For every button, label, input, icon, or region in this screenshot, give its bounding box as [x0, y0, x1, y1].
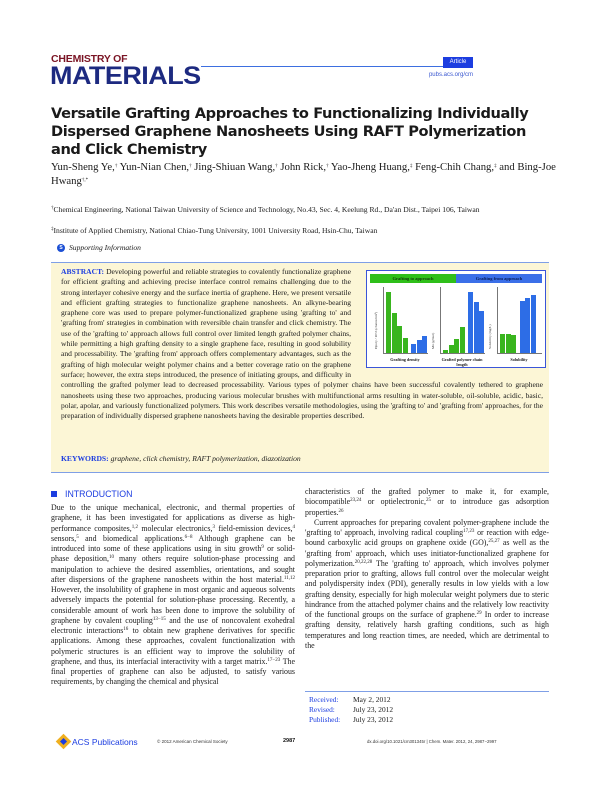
ga-bar-grafting-from [531, 295, 536, 353]
ga-bar-grafting-from [422, 336, 427, 353]
body-column-right [305, 487, 549, 651]
publication-dates [309, 695, 393, 726]
ga-bar-grafting-to [511, 335, 516, 353]
date-revised: Revised: July 23, 2012 [309, 705, 394, 715]
journal-url-link[interactable]: pubs.acs.org/cm [428, 72, 473, 78]
ga-bar-grafting-from [525, 298, 530, 353]
keywords [61, 454, 301, 463]
supporting-info-icon: S [57, 244, 65, 252]
affiliation-mark: ‡ [51, 227, 54, 232]
citation-ref[interactable]: 1,2 [131, 524, 138, 530]
citation-ref[interactable]: 3 [212, 524, 215, 530]
citation-ref[interactable]: 6−8 [184, 534, 193, 540]
article-title: Versatile Grafting Approaches to Functionalizing Individually Dispersed Graphene Nanosheets Using RAFT Polymerization and Click Chemistry [51, 105, 529, 158]
ga-bar-grafting-from [411, 344, 416, 353]
author-affiliation-mark: † [189, 164, 192, 169]
keywords-label: KEYWORDS: [61, 454, 109, 463]
section-title: INTRODUCTION [65, 489, 133, 499]
abstract-label: ABSTRACT: [61, 267, 105, 276]
author-name[interactable]: and Bing-Joe Hwang [51, 161, 556, 187]
author-affiliation-mark: ‡ [409, 164, 413, 169]
dates-rule [305, 691, 549, 692]
grafting-from-header: Grafting from approach [456, 274, 542, 283]
acs-logo-icon [56, 734, 72, 750]
affiliation-text: Chemical Engineering, National Taiwan University of Science and Technology, No.43, Sec. 4, Keelung Rd., Da'an Dist., Taipei 106, Taiwan [53, 205, 480, 214]
ga-x-axis-label: Grafted polymer chain length [441, 357, 483, 367]
publisher-name: ACS Publications [72, 736, 138, 747]
ga-bar-grafting-to [449, 345, 454, 353]
citation-ref[interactable]: 11,12 [283, 575, 295, 581]
keywords-values: graphene, click chemistry, RAFT polymerization, diazotization [110, 454, 301, 463]
graphical-abstract-header [370, 274, 542, 283]
header-rule [201, 66, 472, 67]
citation-ref[interactable]: 20,22,28 [354, 559, 373, 565]
ga-bar-grafting-to [454, 339, 459, 353]
author-affiliation-mark: † [275, 164, 278, 169]
citation-ref[interactable]: 17−23 [267, 657, 281, 663]
section-heading-introduction [51, 489, 132, 499]
ga-bar-grafting-to [403, 338, 408, 353]
author-name[interactable]: John Rick [280, 161, 324, 173]
author-name[interactable]: Yun-Sheng Ye [51, 161, 113, 173]
citation-ref[interactable]: 13−15 [152, 616, 166, 622]
ga-x-axis-label: Grafting density [390, 357, 420, 362]
citation-ref[interactable]: 10 [108, 555, 114, 561]
ga-bar-grafting-from [468, 292, 473, 353]
body-column-left [51, 503, 295, 688]
ga-bar-grafting-to [460, 327, 465, 353]
author-name[interactable]: Yao-Jheng Huang [330, 161, 408, 173]
date-published: Published: July 23, 2012 [309, 715, 394, 725]
author-name[interactable]: Jing-Shiuan Wang [194, 161, 273, 173]
ga-chart-panel [440, 287, 485, 354]
section-square-icon [51, 491, 57, 497]
ga-bar-grafting-to [506, 334, 511, 353]
ga-bar-grafting-to [392, 313, 397, 353]
author-affiliation-mark: † [326, 164, 329, 169]
ga-y-axis-label: Mn (g/mol) [431, 332, 435, 349]
citation-ref[interactable]: 29 [476, 611, 482, 616]
affiliation-1 [51, 205, 556, 216]
ga-y-axis-label: Dpoly / 10^3 (chains/nm²) [374, 311, 378, 349]
article-type-badge: Article [443, 57, 473, 68]
ga-x-axis-label: Solubility [510, 357, 528, 362]
citation-ref[interactable]: 16 [123, 627, 129, 632]
supporting-information-link[interactable] [57, 243, 141, 252]
ga-bar-grafting-to [443, 350, 448, 353]
copyright: © 2012 American Chemical Society [157, 739, 228, 744]
author-name[interactable]: Feng-Chih Chang [415, 161, 492, 173]
intro-paragraph: characteristics of the grafted polymer to make it, for example, biocompatible$^{23,24}$ or optielectronic,$^{25}$ or to introduce gas adsorption properties.$^{26}$ [305, 487, 549, 517]
supporting-info-label[interactable]: Supporting Information [69, 243, 141, 252]
ga-bar-grafting-to [397, 326, 402, 353]
affiliation-text: Institute of Applied Chemistry, National Chiao-Tung University, 1001 University Road, Hsin-Chu, Taiwan [53, 226, 378, 235]
date-received: Received: May 2, 2012 [309, 695, 391, 704]
citation-ref[interactable]: 25,27 [488, 539, 500, 545]
journal-name-main: MATERIALS [50, 62, 201, 90]
ga-chart-panel [497, 287, 542, 354]
acs-publications-logo[interactable] [58, 736, 138, 747]
ga-bar-grafting-from [417, 340, 422, 353]
ga-bar-grafting-from [520, 301, 525, 353]
citation-ref[interactable]: 4 [292, 524, 295, 530]
affiliation-2 [51, 226, 556, 237]
affiliation-mark: † [51, 206, 54, 211]
abstract-body: Developing powerful and reliable strategies to covalently functionalize graphene for efficient grafting and achieving precise interface control remains challenging due to the strong interlayer cohesive energy and the surface inertia of graphene. Here, we present versatile and efficient grafting strategies to functionalize graphene nanosheets. An alkyne-bearing graphene core was used to prepare polymer-functionalized graphene using 'grafting to' and 'grafting from' strategies in combination with reversible chain transfer and click chemistry. The use of the 'grafting to' approach allows full control over limited length grafted polymer chains, while permitting a high grafting density to a single graphene face, resulting in good solubility and processability. The 'grafting from' approach offers complementary advantages, such as the grafting of high molecular weight polymer chains and a better coverage ratio on the graphene surface; however, the extra steps introduced, the presence of initiating groups, and difficulty in controlling the grafted polymer lead to decreased processability. Various types of polymer chains have been successful covalently tethered to graphene nanosheets using these two approaches, producing various molecular brushes with multifunctional arms resulting in water-soluble, oil-soluble, acidic, basic, polar, apolar, and variously functionalized polymers. This work describes versatile methodologies, using the 'grafting to' and 'grafting from' approaches, for the preparation of individually dispersed graphene nanosheets having the desirable properties described. [61, 267, 543, 421]
author-affiliation-mark: ‡ [494, 164, 497, 169]
page-number: 2987 [283, 738, 296, 744]
intro-paragraph: Current approaches for preparing covalent polymer-graphene include the 'grafting to' approach, involving radical coupling$^{17,23}$ or reaction with edge-bound carboxylic acid groups on graphene oxide (GO),$^{25,27}$ as well as the 'grafting from' approach, which uses initiator-functionalized graphene for polymerization.$^{20,22,28}$ The 'grafting to' approach, which involves polymer preparation prior to grafting, allows full control over the molecular weight and polydispersity index (PDI), generally results in low yields with a low grafting density, especially for high molecular weight polymers due to steric hindrance from the attached polymer chains and the relatively low reactivity of the functional groups on the surface of graphene.$^{29}$ In order to increase grafting density, relatively harsh grafting conditions, such as high temperatures and long reaction times, are needed, which are detrimental to the [305, 517, 550, 650]
author-affiliation-mark: † [114, 164, 118, 169]
ga-bar-grafting-to [386, 292, 391, 353]
author-affiliation-mark: †,* [81, 178, 89, 183]
ga-chart-panel [383, 287, 428, 354]
ga-y-axis-label: Solubility (mg/L) [488, 324, 492, 349]
ga-bar-grafting-to [500, 334, 505, 353]
graphical-abstract[interactable] [366, 270, 546, 368]
author-name[interactable]: Yun-Nian Chen [119, 161, 187, 173]
journal-name-top: CHEMISTRY OF [51, 53, 128, 65]
doi-citation-link[interactable]: dx.doi.org/10.1021/cm301345r | Chem. Mater. 2012, 24, 2987−2997 [367, 739, 497, 744]
author-list: Yun-Sheng Ye,† Yun-Nian Chen,† Jing-Shiuan Wang,† John Rick,† Yao-Jheng Huang,‡ Feng-Chih Chang,‡ and Bing-Joe Hwang†,* [51, 161, 556, 187]
citation-ref[interactable]: 5 [76, 534, 79, 540]
citation-ref[interactable]: 25 [425, 498, 431, 504]
ga-bar-grafting-from [474, 302, 479, 353]
grafting-to-header: Grafting to approach [370, 274, 456, 283]
citation-ref[interactable]: 17,23 [463, 529, 475, 534]
intro-paragraph: Due to the unique mechanical, electronic, and thermal properties of graphene, it has been investigated for applications as diverse as high-performance composites,$^{1,2}$ molecular electronics,$^3$ field-emission devices,$^4$ sensors,$^5$ and biomedical applications.$^{6-8}$ Although graphene can be introduced into some of these applications using in situ growth$^9$ or solid-phase deposition,$^{10}$ many others require solution-phase processing and manipulation to achieve the desired assemblies, orientations, and sought after dispersions of the graphene nanosheets within the host material.$^{11,12}$ However, the insolubility of graphene in most organic and aqueous solvents adversely impacts the potential for solution-phase processing. Recently, a considerable amount of work has been done to improve the solubility of graphene by covalent coupling$^{13-15}$ and the use of noncovalent exohedral electronic interactions$^{16}$ to obtain new graphene derivatives for specific applications. Among these approaches, covalent functionalization with polymeric structures is an efficient way to improve the solubility of graphene, and thus, its interfacial interactivity with a target matrix.$^{17-23}$ The final properties of graphene can also be adjusted, to satisfy various requirements, by changing the chemical and physical [51, 503, 296, 687]
citation-ref[interactable]: 26 [338, 508, 344, 514]
ga-bar-grafting-from [479, 311, 484, 353]
citation-ref[interactable]: 9 [261, 545, 264, 550]
citation-ref[interactable]: 23,24 [350, 498, 362, 504]
